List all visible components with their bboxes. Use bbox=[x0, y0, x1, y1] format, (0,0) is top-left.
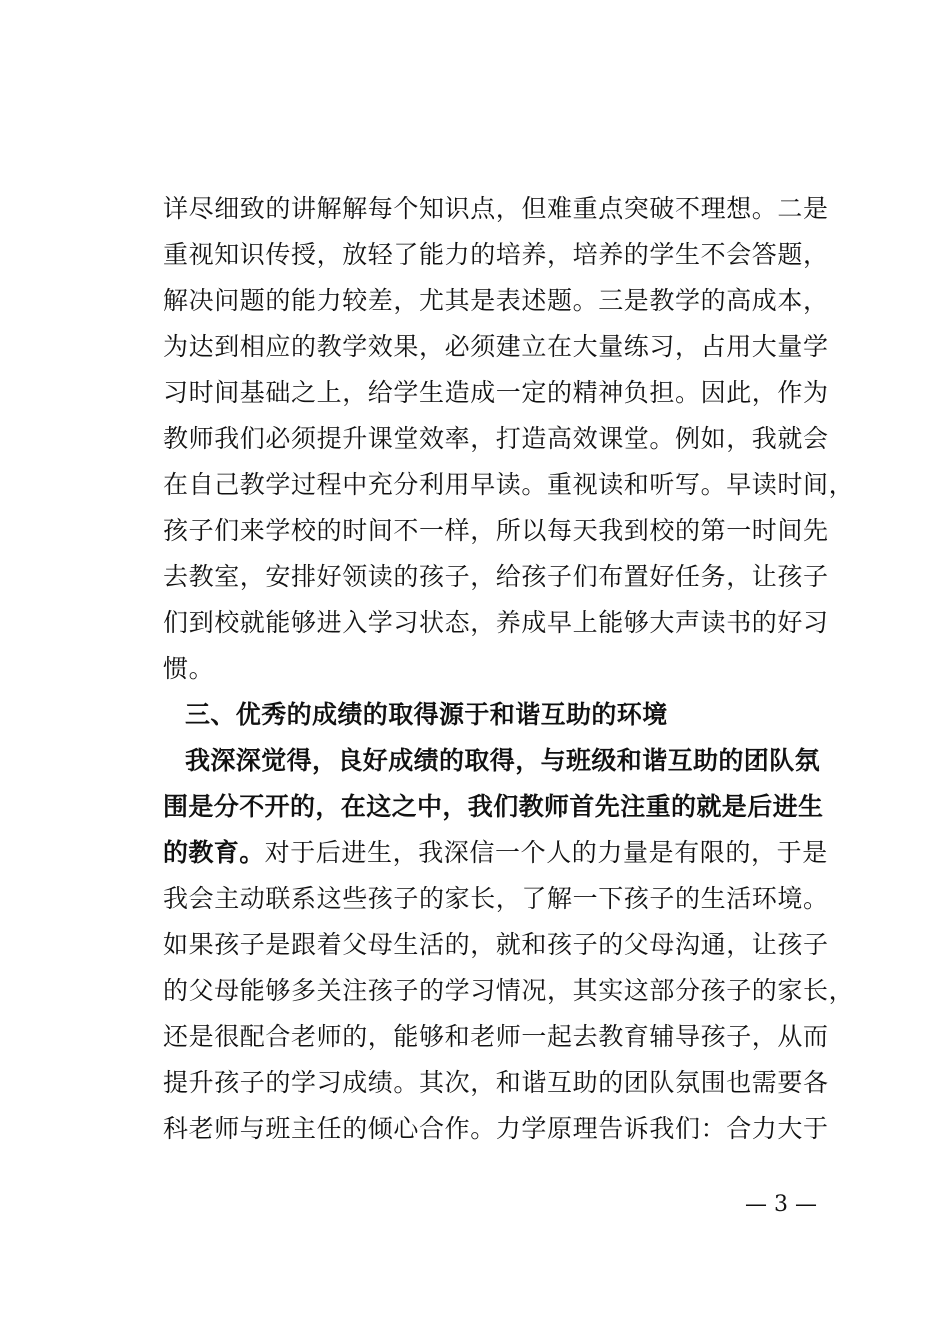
text-line: 惯。 bbox=[163, 654, 215, 683]
text-line: 还是很配合老师的，能够和老师一起去教育辅导孩子，从而 bbox=[163, 1022, 829, 1051]
page-number: — 3 — bbox=[745, 1192, 817, 1217]
mixed-text-line bbox=[163, 830, 843, 876]
bold-text-span: 的教育。 bbox=[163, 838, 265, 867]
text-line: 详尽细致的讲解解每个知识点，但难重点突破不理想。二是 bbox=[163, 194, 829, 223]
text-line: 重视知识传授，放轻了能力的培养，培养的学生不会答题， bbox=[163, 240, 829, 269]
text-line: 的父母能够多关注孩子的学习情况，其实这部分孩子的家长， bbox=[163, 976, 855, 1005]
text-line: 解决问题的能力较差，尤其是表述题。三是教学的高成本， bbox=[163, 286, 829, 315]
bold-text-line: 围是分不开的，在这之中，我们教师首先注重的就是后进生 bbox=[163, 792, 824, 821]
body-text bbox=[163, 186, 855, 1152]
text-line: 孩子们来学校的时间不一样，所以每天我到校的第一时间先 bbox=[163, 516, 829, 545]
section-heading: 三、优秀的成绩的取得源于和谐互助的环境 bbox=[185, 700, 668, 729]
text-line: 如果孩子是跟着父母生活的，就和孩子的父母沟通，让孩子 bbox=[163, 930, 829, 959]
text-span: 对于后进生，我深信一个人的力量是有限的，于是 bbox=[264, 838, 828, 867]
text-line: 在自己教学过程中充分利用早读。重视读和听写。早读时间， bbox=[163, 470, 855, 499]
bold-text-line: 我深深觉得，良好成绩的取得，与班级和谐互助的团队氛 bbox=[185, 746, 821, 775]
text-line: 提升孩子的学习成绩。其次，和谐互助的团队氛围也需要各 bbox=[163, 1068, 829, 1097]
text-line: 教师我们必须提升课堂效率，打造高效课堂。例如，我就会 bbox=[163, 424, 829, 453]
text-line: 我会主动联系这些孩子的家长，了解一下孩子的生活环境。 bbox=[163, 884, 829, 913]
text-line: 去教室，安排好领读的孩子，给孩子们布置好任务，让孩子 bbox=[163, 562, 829, 591]
text-line: 们到校就能够进入学习状态，养成早上能够大声读书的好习 bbox=[163, 608, 829, 637]
text-line: 习时间基础之上，给学生造成一定的精神负担。因此，作为 bbox=[163, 378, 829, 407]
text-line: 为达到相应的教学效果，必须建立在大量练习，占用大量学 bbox=[163, 332, 829, 361]
text-line: 科老师与班主任的倾心合作。力学原理告诉我们：合力大于 bbox=[163, 1114, 829, 1143]
